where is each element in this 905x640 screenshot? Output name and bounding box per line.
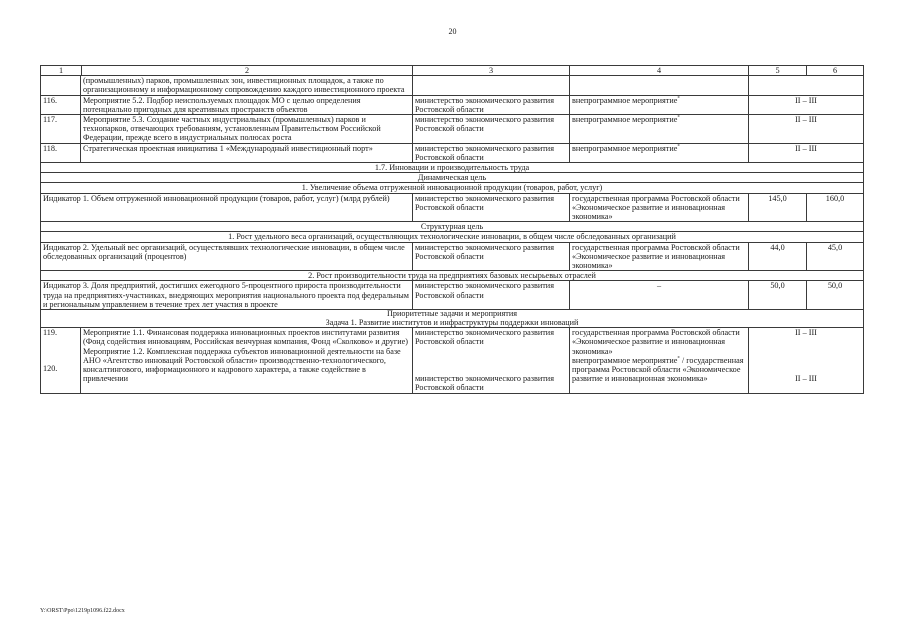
priority-heading: Приоритетные задачи и мероприятия Задача 1. Развитие институтов и инфраструктуры поддержки инноваций <box>41 310 864 328</box>
col-2-header: 2 <box>244 66 250 75</box>
program: государственная программа Ростовской области «Экономическое развитие и инновационная экономика» внепрограммное мероприятие* / государственная программа Ростовской области «Экономическое развитие и инновационная экономика» <box>570 328 749 393</box>
col-5-header: 5 <box>749 66 807 76</box>
indicator-text: Индикатор 2. Удельный вес организаций, осуществлявших технологические инновации, в общем числе обследованных организаций (процентов) <box>41 242 413 271</box>
row-number: 119. 120. <box>41 328 81 393</box>
table-row <box>41 76 864 95</box>
file-path-footer: Y:\ORST\Ppo\1219p1096.f22.docx <box>40 608 125 614</box>
value-col-5: 145,0 <box>749 193 807 222</box>
footnote-mark: * <box>677 115 680 121</box>
measure-text: Стратегическая проектная инициатива 1 «Международный инвестиционный порт» <box>81 143 413 162</box>
row-number: 117. <box>41 115 81 144</box>
footnote-mark: * <box>677 143 680 149</box>
indicator-row <box>41 242 864 271</box>
value-col-5: 50,0 <box>749 281 807 310</box>
page-number: 20 <box>448 27 457 36</box>
measure-text: Мероприятие 5.3. Создание частных индустриальных (промышленных) парков и технопарков, отвечающих требованиям, установленным Правительством Российской Федерации, прежде всего в индустриальных полюсах роста <box>81 115 413 144</box>
program: государственная программа Ростовской области «Экономическое развитие и инновационная экономика» <box>570 193 749 222</box>
column-number-row <box>41 66 864 76</box>
program: внепрограммное мероприятие* <box>570 143 749 162</box>
measure-text: (промышленных) парков, промышленных зон, инвестиционных площадок, а также по организационному и информационному сопровождению каждого инвестиционного проекта <box>81 76 413 95</box>
program: государственная программа Ростовской области «Экономическое развитие и инновационная экономика» <box>570 242 749 271</box>
period: II – III <box>749 95 864 114</box>
goal-heading: 1. Увеличение объема отгруженной инновационной продукции (товаров, работ, услуг) <box>41 183 864 193</box>
strategy-table <box>40 65 864 394</box>
table-row <box>41 95 864 114</box>
executor: министерство экономического развития Ростовской области <box>413 143 570 162</box>
goal-type-heading: Динамическая цель <box>41 173 864 183</box>
value-col-6: 45,0 <box>807 242 864 271</box>
program: внепрограммное мероприятие* <box>570 115 749 144</box>
program: внепрограммное мероприятие* <box>570 95 749 114</box>
col-4-header: 4 <box>570 66 749 76</box>
footnote-mark: * <box>677 95 680 101</box>
footnote-mark: * <box>677 356 680 362</box>
measure-text: Мероприятие 1.1. Финансовая поддержка инновационных проектов институтами развития (Фонд содействия инновациям, Российская венчурная компания, Фонд «Сколково» и другие) Мероприятие 1.2. Комплексная поддержка субъектов инновационной деятельности на базе АНО «Агентство инноваций Ростовской области» производственно-технологического, консалтингового, информационного и кадрового характера, а также содействие в привлечении <box>81 328 413 393</box>
indicator-text: Индикатор 3. Доля предприятий, достигших ежегодного 5-процентного прироста производительности труда на предприятиях-участниках, внедряющих мероприятия национального проекта под федеральным и региональным управлением в течение трех лет участия в проекте <box>41 281 413 310</box>
goal-type-heading: Структурная цель <box>41 222 864 232</box>
value-col-6: 50,0 <box>807 281 864 310</box>
indicator-row <box>41 281 864 310</box>
row-number: 118. <box>41 143 81 162</box>
task-heading: Задача 1. Развитие институтов и инфраструктуры поддержки инноваций <box>325 317 579 327</box>
period: II – III <box>749 143 864 162</box>
executor: министерство экономического развития Ростовской области <box>413 193 570 222</box>
program: – <box>570 281 749 310</box>
period: II – III <box>749 115 864 144</box>
executor: министерство экономического развития Ростовской области <box>413 115 570 144</box>
col-1-header: 1 <box>41 66 82 75</box>
measure-text: Мероприятие 5.2. Подбор неиспользуемых площадок МО с целью определения потенциально пригодных для креативных пространств объектов <box>81 95 413 114</box>
executor: министерство экономического развития Ростовской области <box>413 242 570 271</box>
executor: министерство экономического развития Ростовской области министерство экономического развития Ростовской области <box>413 328 570 393</box>
executor: министерство экономического развития Ростовской области <box>413 281 570 310</box>
col-6-header: 6 <box>807 66 864 76</box>
indicator-row <box>41 193 864 222</box>
indicator-text: Индикатор 1. Объем отгруженной инновационной продукции (товаров, работ, услуг) (млрд рублей) <box>41 193 413 222</box>
section-title: 1.7. Инновации и производительность труда <box>41 163 864 173</box>
goal-heading: 2. Рост производительности труда на предприятиях базовых несырьевых отраслей <box>41 271 864 281</box>
table-row <box>41 328 864 393</box>
value-col-6: 160,0 <box>807 193 864 222</box>
table-row <box>41 143 864 162</box>
value-col-5: 44,0 <box>749 242 807 271</box>
goal-heading: 1. Рост удельного веса организаций, осуществляющих технологические инновации, в общем числе обследованных организаций <box>41 232 864 242</box>
col-3-header: 3 <box>413 66 570 76</box>
row-number: 116. <box>41 95 81 114</box>
table-row <box>41 115 864 144</box>
period: II – III II – III <box>749 328 864 393</box>
executor: министерство экономического развития Ростовской области <box>413 95 570 114</box>
